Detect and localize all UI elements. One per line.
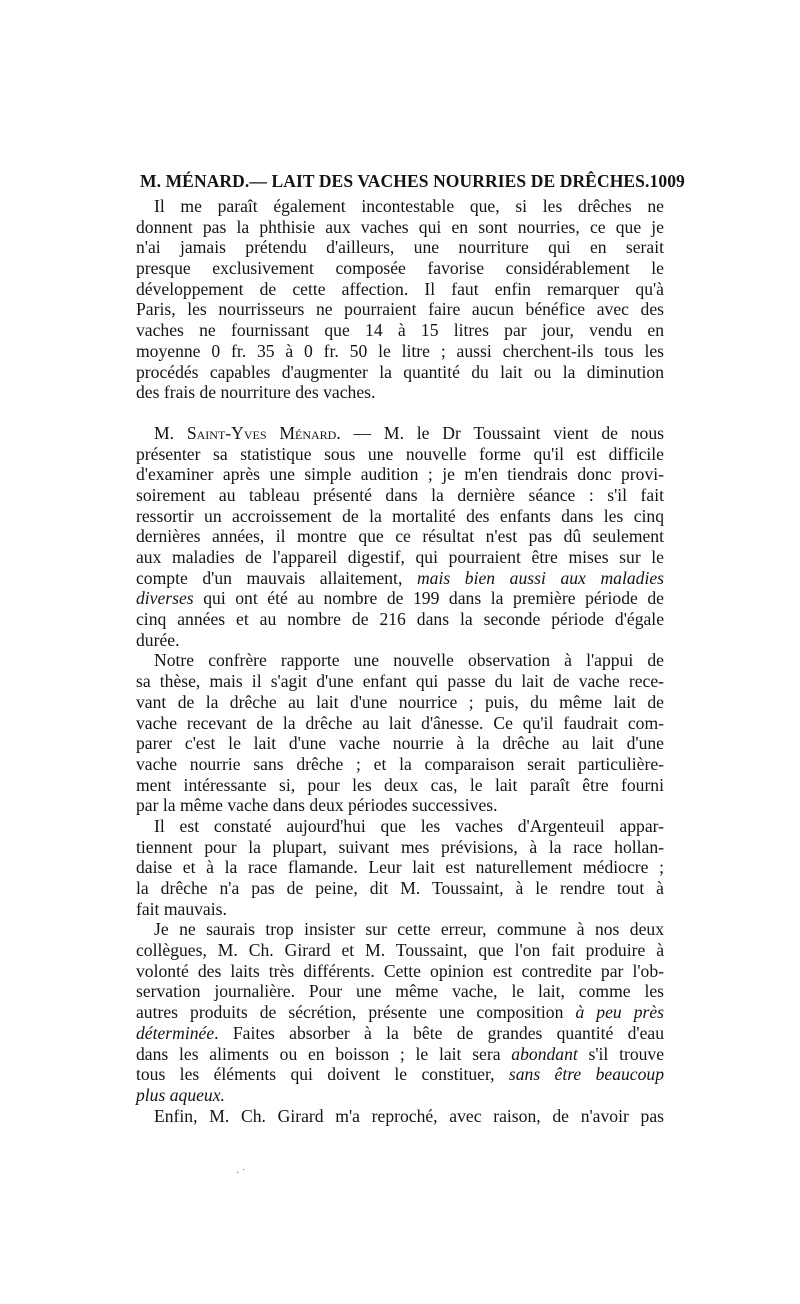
text-line: Je ne saurais trop insister sur cette erreur, commune à nos deux <box>154 919 664 940</box>
text-line: moyenne 0 fr. 35 à 0 fr. 50 le litre ; aussi cherchent-ils tous les <box>136 340 664 361</box>
text-line <box>136 568 664 589</box>
text-segment: qui ont été au nombre de 199 dans la première période de <box>203 588 664 609</box>
text-line: d'examiner après une simple audition ; je m'en tiendrais donc provi- <box>136 464 664 485</box>
italic-phrase: mais bien aussi aux maladies <box>416 567 664 588</box>
header-page-number: 1009 <box>649 171 685 191</box>
text-line: volonté des laits très différents. Cette opinion est contredite par l'ob- <box>136 960 664 981</box>
paragraph-gap <box>136 403 664 423</box>
text-segment: s'il trouve <box>588 1043 665 1064</box>
italic-phrase: déterminée <box>136 1022 215 1043</box>
text-line: vaches ne fournissant que 14 à 15 litres par jour, vendu en <box>136 320 664 341</box>
text-line <box>136 1002 664 1023</box>
text-line <box>136 588 664 609</box>
body-text <box>136 196 664 1126</box>
text-line: procédés capables d'augmenter la quantité du lait ou la diminution <box>136 361 664 382</box>
header-author: M. MÉNARD. <box>140 171 250 191</box>
text-line: présenter sa statistique sous une nouvelle forme qu'il est difficile <box>136 443 664 464</box>
text-line: servation journalière. Pour une même vache, le lait, comme les <box>136 981 664 1002</box>
text-line: des frais de nourriture des vaches. <box>136 382 376 403</box>
text-line: n'ai jamais prétendu d'ailleurs, une nourriture qui en serait <box>136 237 664 258</box>
text-segment: tous les éléments qui doivent le constituer, <box>136 1064 495 1085</box>
italic-phrase: à peu près <box>575 1002 665 1023</box>
running-header <box>140 171 685 192</box>
text-line: développement de cette affection. Il faut enfin remarquer qu'à <box>136 278 664 299</box>
text-line: daise et à la race flamande. Leur lait est naturellement médiocre ; <box>136 857 664 878</box>
text-line <box>136 1023 664 1044</box>
text-line: la drêche n'a pas de peine, dit M. Toussaint, à le rendre tout à <box>136 878 664 898</box>
text-line: Il me paraît également incontestable que, si les drêches ne <box>154 196 664 216</box>
text-line: Notre confrère rapporte une nouvelle observation à l'appui de <box>154 650 664 671</box>
text-line: tiennent pour la plupart, suivant mes prévisions, à la race hollan- <box>136 836 664 857</box>
text-line: donnent pas la phthisie aux vaches qui en sont nourries, ce que je <box>136 216 664 237</box>
paragraph-5 <box>136 919 664 1105</box>
text-line: ment intéressante si, pour les deux cas, le lait paraît être fourni <box>136 774 664 795</box>
text-segment: dans les aliments ou en boisson ; le lait sera <box>136 1043 501 1064</box>
paragraph-6 <box>136 1106 664 1127</box>
italic-phrase: diverses <box>136 588 194 609</box>
print-specks: · ˙ <box>236 1168 246 1179</box>
text-line: cinq années et au nombre de 216 dans la seconde période d'égale <box>136 609 664 630</box>
text-line: soirement au tableau présenté dans la dernière séance : s'il fait <box>136 484 664 505</box>
text-line: dernières années, il montre que ce résultat n'est pas dû seulement <box>136 526 664 547</box>
paragraph-3 <box>136 650 664 816</box>
italic-phrase: plus aqueux. <box>136 1084 225 1105</box>
text-line: collègues, M. Ch. Girard et M. Toussaint, que l'on fait produire à <box>136 940 664 961</box>
text-line: sa thèse, mais il s'agit d'une enfant qui passe du lait de vache rece- <box>136 671 664 692</box>
text-line: vache nourrie sans drêche ; et la comparaison serait particulière- <box>136 753 664 774</box>
text-line <box>136 1044 664 1065</box>
italic-phrase: abondant <box>511 1043 578 1064</box>
text-line: par la même vache dans deux périodes successives. <box>136 795 498 816</box>
text-line: Paris, les nourrisseurs ne pourraient faire aucun bénéfice avec des <box>136 299 664 320</box>
text-line <box>136 1085 664 1106</box>
text-segment: . Faites absorber à la bête de grandes quantité d'eau <box>214 1022 664 1043</box>
text-segment: autres produits de sécrétion, présente une composition <box>136 1002 564 1023</box>
text-line: Enfin, M. Ch. Girard m'a reproché, avec raison, de n'avoir pas <box>154 1105 664 1126</box>
text-line: presque exclusivement composée favorise considérablement le <box>136 258 664 279</box>
text-line: parer c'est le lait d'une vache nourrie à la drêche au lait d'une <box>136 733 664 754</box>
text-line: ressortir un accroissement de la mortalité des enfants dans les cinq <box>136 505 664 526</box>
text-line <box>136 423 664 444</box>
text-line: Il est constaté aujourd'hui que les vaches d'Argenteuil appar- <box>154 815 664 836</box>
italic-phrase: sans être beaucoup <box>508 1064 664 1085</box>
text-segment: compte d'un mauvais allaitement, <box>136 567 403 588</box>
text-line: vant de la drêche au lait d'une nourrice ; puis, du même lait de <box>136 691 664 712</box>
paragraph-1 <box>136 196 664 403</box>
speaker-name: M. Saint-Yves Ménard. <box>154 422 341 443</box>
text-line <box>136 1064 664 1085</box>
paragraph-4 <box>136 816 664 919</box>
text-line: vache recevant de la drêche au lait d'ânesse. Ce qu'il faudrait com- <box>136 712 664 733</box>
text-line: durée. <box>136 629 180 650</box>
text-line: aux maladies de l'appareil digestif, qui pourraient être mises sur le <box>136 547 664 567</box>
paragraph-2 <box>136 423 664 651</box>
text-line: fait mauvais. <box>136 898 227 919</box>
header-title: — LAIT DES VACHES NOURRIES DE DRÊCHES. <box>249 171 650 191</box>
text-segment: — M. le Dr Toussaint vient de nous <box>340 422 664 443</box>
